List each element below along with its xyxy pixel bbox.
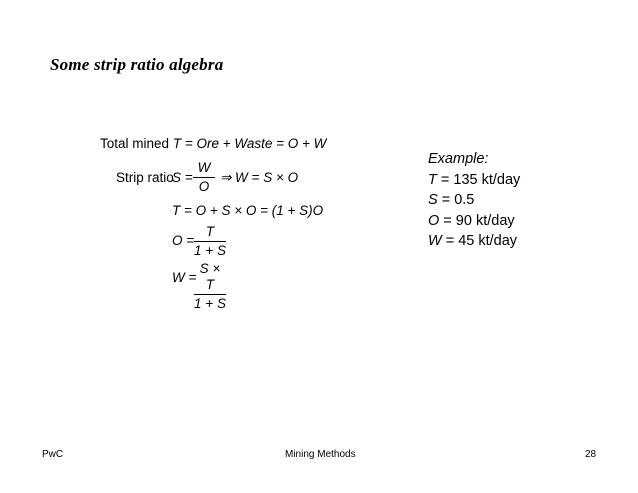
example-w-value: = 45 kt/day: [441, 233, 518, 249]
total-mined-equation: [100, 136, 326, 152]
strip-ratio-lhs-text: S =: [172, 170, 193, 185]
page-number: 28: [585, 449, 597, 460]
o-denominator: 1 + S: [194, 243, 226, 258]
strip-ratio-numerator: W: [197, 160, 211, 175]
t-expansion-equation: [172, 203, 323, 219]
example-t-value: = 135 kt/day: [436, 171, 521, 188]
fraction-bar: [194, 241, 226, 242]
strip-ratio-lhs: [172, 170, 193, 186]
example-heading: [428, 149, 520, 170]
o-lhs-text: O =: [172, 233, 195, 248]
total-mined-label: Total mined: [100, 136, 170, 151]
example-w-var: W: [428, 233, 442, 249]
example-o-value: = 90 kt/day: [439, 212, 515, 229]
example-t-line: [428, 170, 520, 191]
footer-left: PwC: [42, 449, 64, 460]
footer-center: Mining Methods: [285, 449, 356, 460]
slide-title: Some strip ratio algebra: [50, 55, 224, 74]
w-numerator: S × T: [199, 261, 221, 292]
example-s-var: S: [428, 192, 438, 208]
example-t-var: T: [428, 171, 437, 188]
example-o-var: O: [428, 212, 440, 229]
w-denominator: 1 + S: [194, 296, 226, 311]
fraction-bar: [193, 177, 215, 178]
example-heading-text: Example:: [428, 151, 489, 167]
w-lhs-text: W =: [172, 270, 197, 285]
example-o-line: [428, 211, 520, 232]
strip-ratio-rhs: [220, 170, 298, 186]
example-block: [428, 149, 520, 252]
total-mined-lhs: T: [172, 136, 182, 151]
strip-ratio-denominator: O: [198, 179, 210, 194]
strip-ratio-label: Strip ratio: [116, 170, 174, 185]
w-fraction: [194, 261, 226, 312]
w-lhs: [172, 270, 196, 286]
strip-ratio-fraction: [193, 160, 215, 195]
fraction-bar: [194, 294, 226, 295]
strip-ratio-rhs-text: ⇒ W = S × O: [220, 170, 299, 185]
example-s-line: [428, 190, 520, 211]
example-w-line: [428, 231, 520, 252]
o-numerator: T: [205, 224, 215, 239]
o-lhs: [172, 233, 194, 249]
total-mined-rhs: = Ore + Waste = O + W: [181, 136, 327, 151]
example-s-value: = 0.5: [437, 192, 475, 208]
t-expansion-text: T = O + S × O = (1 + S)O: [172, 203, 324, 218]
o-fraction: [194, 224, 226, 259]
